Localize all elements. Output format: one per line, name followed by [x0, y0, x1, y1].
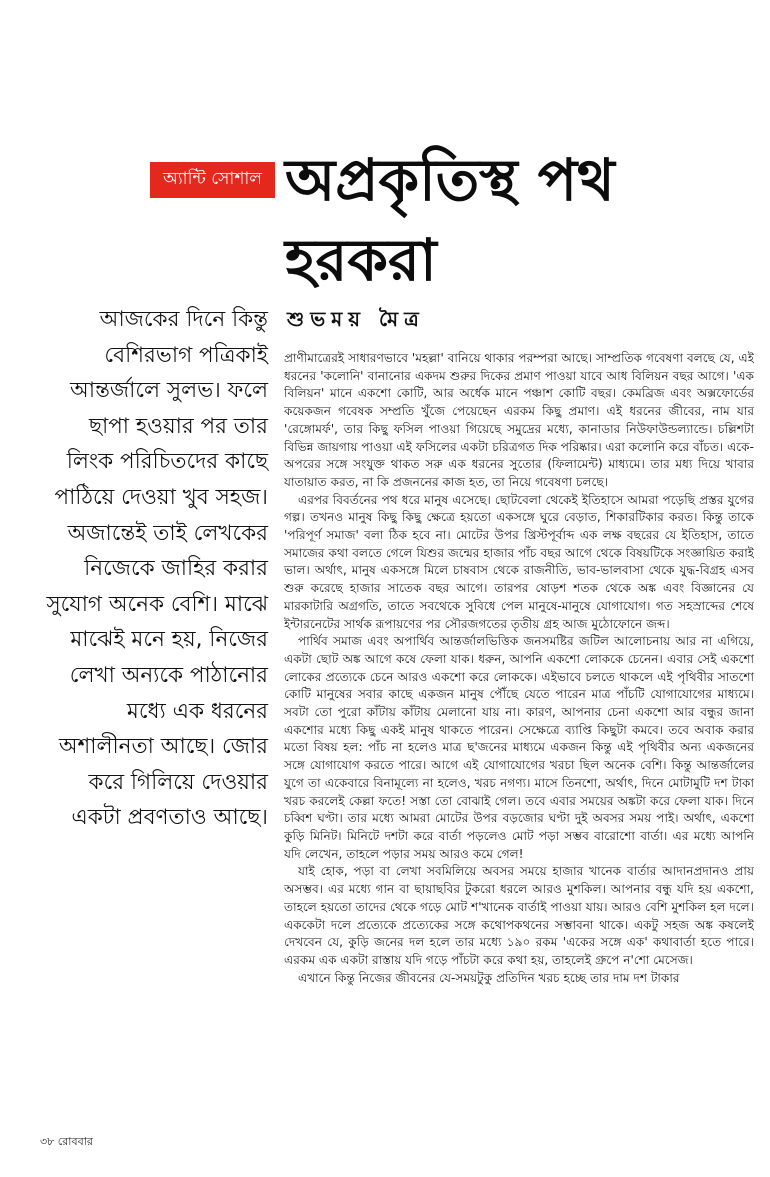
pullquote: আজকের দিনে কিন্তু বেশিরভাগ পত্রিকাই আন্তর্জালে সুলভ। ফলে ছাপা হওয়ার পর তার লিংক পরিচিতদের কাছে পাঠিয়ে দেওয়া খুব সহজ। অজান্তেই তাই লেখকের নিজেকে জাহির করার সুযোগ অনেক বেশি। মাঝে মাঝেই মনে হয়, নিজের লেখা অন্যকে পাঠানোর মধ্যে এক ধরনের অশালীনতা আছে। জোর করে গিলিয়ে দেওয়ার একটা প্রবণতাও আছে।: [46, 307, 268, 831]
page-footer: ৩৮ রোববার: [40, 1135, 93, 1148]
headline: অপ্রকৃতিস্থ পথ হরকরা: [285, 146, 615, 294]
article-paragraph: প্রাণীমাত্রেরই সাধারণভাবে 'মহল্লা' বানিয়ে থাকার পরম্পরা আছে। সাম্প্রতিক গবেষণা বলছে যে, এই ধরনের 'কলোনি' বানানোর একদম শুরুর দিকের প্রমাণ পাওয়া যাবে আধ বিলিয়ন বছর আগে। 'এক বিলিয়ন' মানে একশো কোটি, আর অর্ধেক মানে পঞ্চাশ কোটি বছর। কেমব্রিজ এবং অক্সফোর্ডের কয়েকজন গবেষক সম্প্রতি খুঁজে পেয়েছেন এরকম কিছু প্রমাণ। এই ধরনের জীবের, নাম যার 'রেঙ্গোমর্ফ', তার কিছু ফসিল পাওয়া গিয়েছে সমুদ্রের মধ্যে, কানাডার নিউফাউন্ডল্যান্ডে। চল্লিশটা বিভিন্ন জায়গায় পাওয়া এই ফসিলের একটা চরিত্রগত দিক পরিষ্কার। এরা কলোনি করে বাঁচত। একে-অপরের সঙ্গে সংযুক্ত থাকত সরু এক ধরনের সুতোর (ফিলামেন্ট) মাধ্যমে। তার মধ্য দিয়ে খাবার যাতায়াত করত, না কি প্রজননের কাজ হত, তা নিয়ে গবেষণা চলছে।: [284, 351, 754, 489]
article-paragraph: এরপর বিবর্তনের পথ ধরে মানুষ এসেছে। ছোটবেলা থেকেই ইতিহাসে আমরা পড়েছি প্রস্তর যুগের গল্প। তখনও মানুষ কিছু কিছু ক্ষেত্রে হয়তো একসঙ্গে ঘুরে বেড়াত, শিকারটিকার করত। কিন্তু তাকে 'পরিপূর্ণ সমাজ' বলা ঠিক হবে না। মোটের উপর খ্রিস্টপূর্বাব্দ এক লক্ষ বছরের যে ইতিহাস, তাতে সমাজের কথা বলতে গেলে যিশুর জন্মের হাজার পাঁচ বছর আগে থেকে বিষয়টিকে সংজ্ঞায়িত করাই ভাল। অর্থাৎ, মানুষ একসঙ্গে মিলে চাষবাস থেকে রাজনীতি, ভাব-ভালবাসা থেকে যুদ্ধ-বিগ্রহ এসব শুরু করেছে হাজার সাতেক বছর আগে। তারপর ষোড়শ শতক থেকে অঙ্ক এবং বিজ্ঞানের যে মারকাটারি অগ্রগতি, তাতে সবথেকে সুবিধে পেল মানুষে-মানুষে যোগাযোগ। গত সহস্রাব্দের শেষে ইন্টারনেটের সার্থক রূপায়ণের পর সৌরজগতের তৃতীয় গ্রহ আজ মুঠোফোনে জব্দ।: [284, 492, 754, 631]
byline: শুভময় মৈত্র: [287, 307, 425, 331]
article-paragraph: যাই হোক, পড়া বা লেখা সবমিলিয়ে অবসর সময়ে হাজার খানেক বার্তার আদানপ্রদানও প্রায় অসম্ভব। এর মধ্যে গান বা ছায়াছবির টুকরো ধরলে আরও মুশকিল। আপনার বন্ধু যদি হয় একশো, তাহলে হয়তো তাদের থেকে গড়ে মোট শ'খানেক বার্তাই পাওয়া যায়। আরও বেশি মুশকিল হল দলে। এককেটা দলে প্রত্যেকে প্রত্যেকের সঙ্গে কথোপকথনের সম্ভাবনা থাকে। একটু সহজ অঙ্ক কষলেই দেখবেন যে, কুড়ি জনের দল হলে তার মধ্যে ১৯০ রকম 'একের সঙ্গে এক' কথাবার্তা হতে পারে। এরকম এক একটা রাস্তায় যদি গড়ে পাঁচটা করে কথা হয়, তাহলেই গ্রুপে ন'শো মেসেজ।: [284, 864, 754, 967]
article-paragraph: পার্থিব সমাজ এবং অপার্থিব আন্তর্জালভিত্তিক জনসমষ্টির জটিল আলোচনায় আর না এগিয়ে, একটা ছোট অঙ্ক আগে কষে ফেলা যাক। ধরুন, আপনি একশো লোককে চেনেন। এবার সেই একশো লোকের প্রত্যেকে চেনে আরও একশো করে লোককে। এইভাবে চলতে থাকলে এই পৃথিবীর সাতশো কোটি মানুষের সবার কাছে একজন মানুষ পৌঁছে যেতে পারেন মাত্র পাঁচটি যোগাযোগের মাধ্যমে। সবটা তো পুরো কাঁটায় কাঁটায় মেলানো যায় না। কারণ, আপনার চেনা একশো আর বন্ধুর জানা একশোর মধ্যে কিছু একই মানুষ থাকতে পারেন। সেক্ষেত্রে ব্যাপ্তি কিছুটা কমবে। তবে অবাক করার মতো বিষয় হল: পাঁচ না হলেও মাত্র ছ'জনের মাধ্যমে একজন কিন্তু এই পৃথিবীর অন্য একজনের সঙ্গে যোগাযোগ করতে পারে। আগে এই যোগাযোগের খরচা ছিল অনেক বেশি। কিন্তু আন্তর্জালের যুগে তা একেবারে বিনামূল্যে না হলেও, খরচ নগণ্য। মাসে তিনশো, অর্থাৎ, দিনে মোটামুটি দশ টাকা খরচ করলেই কেল্লা ফতে! সস্তা তো বোঝাই গেল। তবে এবার সময়ের অঙ্কটা করে ফেলা যাক। দিনে চব্বিশ ঘণ্টা। তার মধ্যে আমরা মোটের উপর বড়জোর ঘণ্টা দুই অবসর সময় পাই। অর্থাৎ, একশো কুড়ি মিনিট। মিনিটে দশটা করে বার্তা পড়লেও মোট পড়া সম্ভব বারোশো বার্তা। এর মধ্যে আপনি যদি লেখেন, তাহলে পড়ার সময় আরও কমে গেল!: [284, 634, 754, 861]
article-body: [284, 350, 754, 1136]
section-tag: অ্যান্টি সোশাল: [150, 162, 275, 198]
article-paragraph: এখানে কিন্তু নিজের জীবনের যে-সময়টুকু প্রতিদিন খরচ হচ্ছে তার দাম দশ টাকার: [298, 970, 680, 985]
